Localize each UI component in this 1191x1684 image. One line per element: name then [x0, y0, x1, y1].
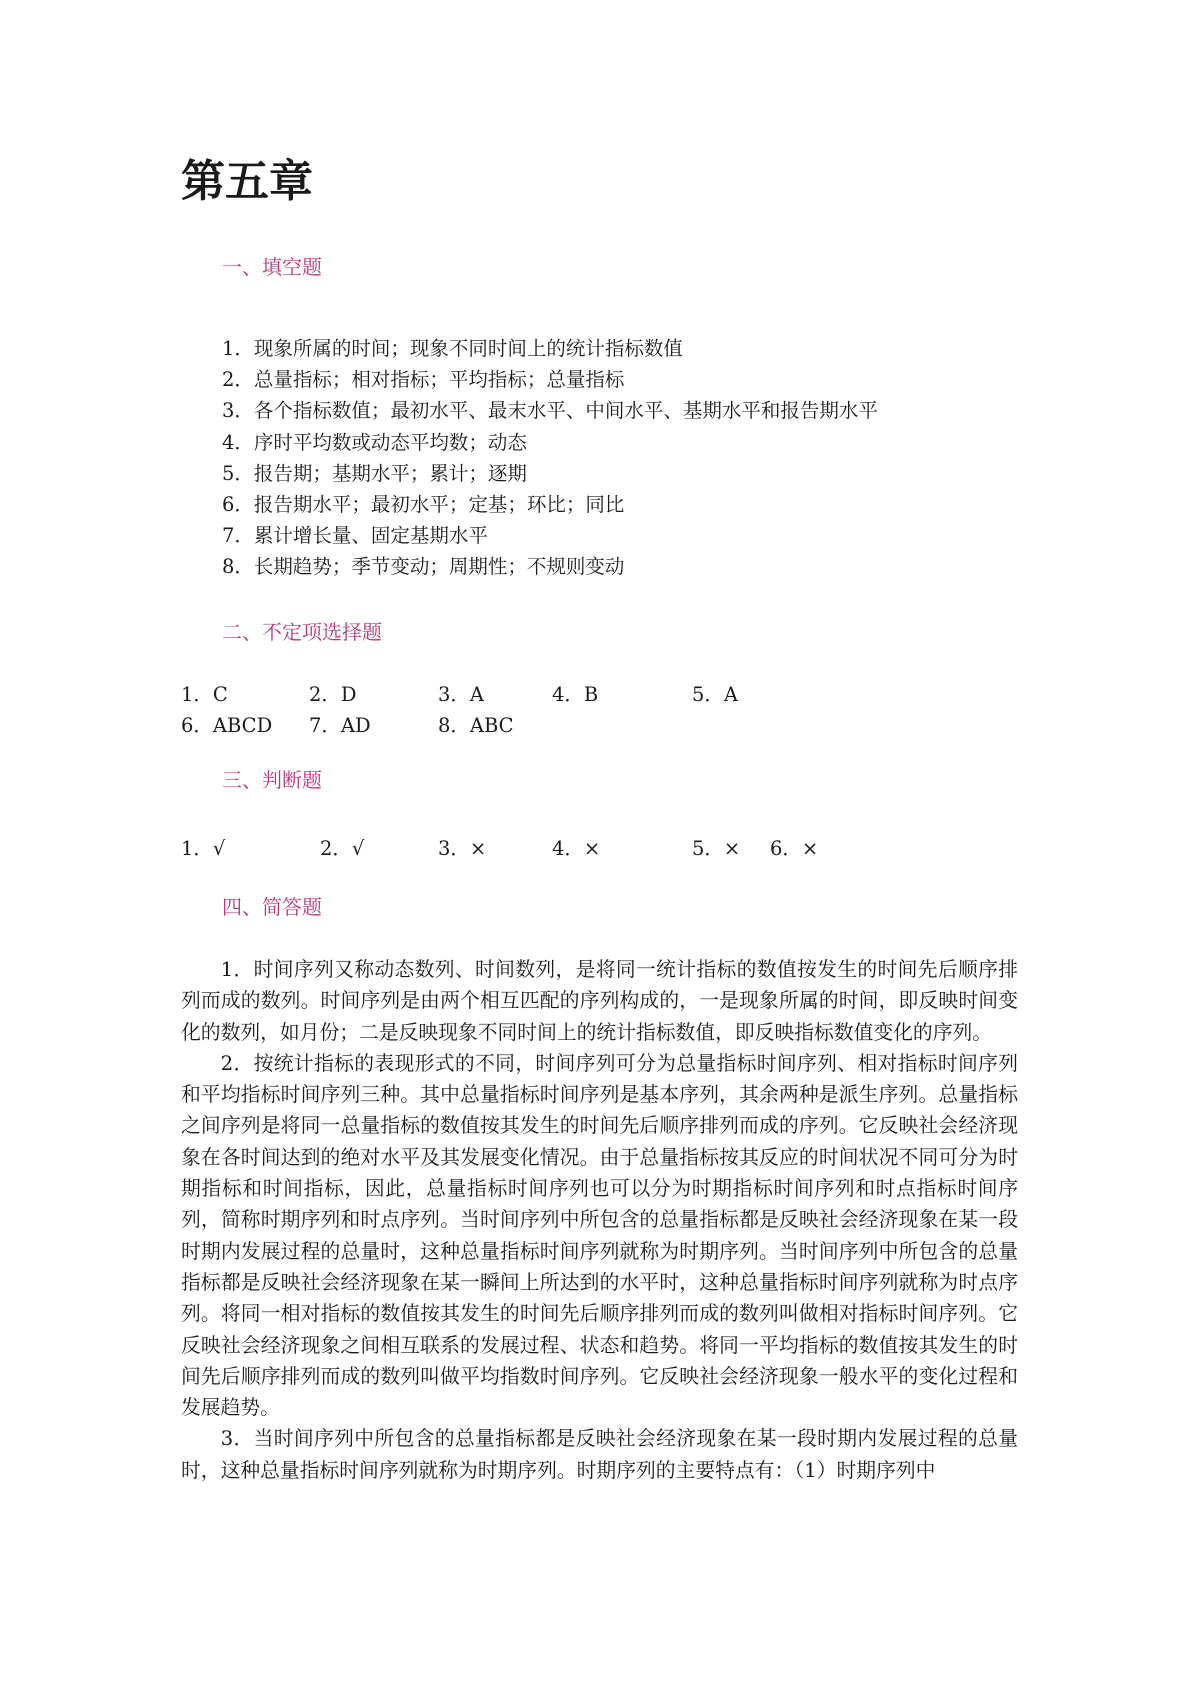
answer-item: 4．×	[552, 837, 601, 860]
answer-item: 6．ABCD	[181, 714, 273, 737]
section-heading-fill-blank: 一、填空题	[222, 255, 322, 279]
answer-paragraph: 3．当时间序列中所包含的总量指标都是反映社会经济现象在某一段时期内发展过程的总量时，这种总量指标时间序列就称为时期序列。时期序列的主要特点有：（1）时期序列中	[181, 1427, 1018, 1482]
chapter-title: 第五章	[181, 156, 313, 207]
answer-paragraph: 2．按统计指标的表现形式的不同，时间序列可分为总量指标时间序列、相对指标时间序列和平均指标时间序列三种。其中总量指标时间序列是基本序列，其余两种是派生序列。总量指标之间序列是将同一总量指标的数值按其发生的时间先后顺序排列而成的序列。它反映社会经济现象在各时间达到的绝对水平及其发展变化情况。由于总量指标按其反应的时间状况不同可分为时期指标和时间指标，因此，总量指标时间序列也可以分为时期指标时间序列和时点指标时间序列，简称时期序列和时点序列。当时间序列中所包含的总量指标都是反映社会经济现象在某一段时期内发展过程的总量时，这种总量指标时间序列就称为时期序列。当时间序列中所包含的总量指标都是反映社会经济现象在某一瞬间上所达到的水平时，这种总量指标时间序列就称为时点序列。将同一相对指标的数值按其发生的时间先后顺序排列而成的数列叫做相对指标时间序列。它反映社会经济现象之间相互联系的发展过程、状态和趋势。将同一平均指标的数值按其发生的时间先后顺序排列而成的数列叫做平均指数时间序列。它反映社会经济现象一般水平的变化过程和发展趋势。	[181, 1051, 1018, 1420]
answer-paragraph: 1．时间序列又称动态数列、时间数列，是将同一统计指标的数值按发生的时间先后顺序排列而成的数列。时间序列是由两个相互匹配的序列构成的，一是现象所属的时间，即反映时间变化的数列，如月份；二是反映现象不同时间上的统计指标数值，即反映指标数值变化的序列。	[181, 958, 1018, 1044]
list-item: 4．序时平均数或动态平均数；动态	[222, 430, 527, 454]
answer-item: 4．B	[552, 683, 599, 706]
answer-item: 8．ABC	[438, 714, 514, 737]
short-answer-body	[181, 954, 1018, 1486]
list-item: 3．各个指标数值；最初水平、最末水平、中间水平、基期水平和报告期水平	[222, 399, 878, 423]
list-item: 8．长期趋势；季节变动；周期性；不规则变动	[222, 555, 625, 579]
answer-item: 5．×	[692, 837, 741, 860]
fill-blank-answer-list	[222, 333, 878, 583]
section-heading-true-false: 三、判断题	[222, 768, 322, 792]
answer-item: 2．√	[320, 837, 365, 860]
answer-item: 1．√	[181, 837, 226, 860]
list-item: 1．现象所属的时间；现象不同时间上的统计指标数值	[222, 337, 683, 360]
answer-item: 1．C	[181, 683, 228, 706]
answer-item: 5．A	[692, 683, 738, 706]
list-item: 2．总量指标；相对指标；平均指标；总量指标	[222, 368, 625, 392]
list-item: 5．报告期；基期水平；累计；逐期	[222, 461, 527, 485]
answer-item: 7．AD	[309, 714, 371, 737]
answer-item: 6．×	[770, 837, 819, 860]
answer-item: 3．×	[438, 837, 487, 860]
list-item: 6．报告期水平；最初水平；定基；环比；同比	[222, 493, 625, 517]
section-heading-multiple-choice: 二、不定项选择题	[222, 620, 382, 644]
answer-item: 3．A	[438, 683, 484, 706]
answer-item: 2．D	[309, 683, 357, 706]
list-item: 7．累计增长量、固定基期水平	[222, 524, 488, 548]
section-heading-short-answer: 四、简答题	[222, 895, 322, 919]
